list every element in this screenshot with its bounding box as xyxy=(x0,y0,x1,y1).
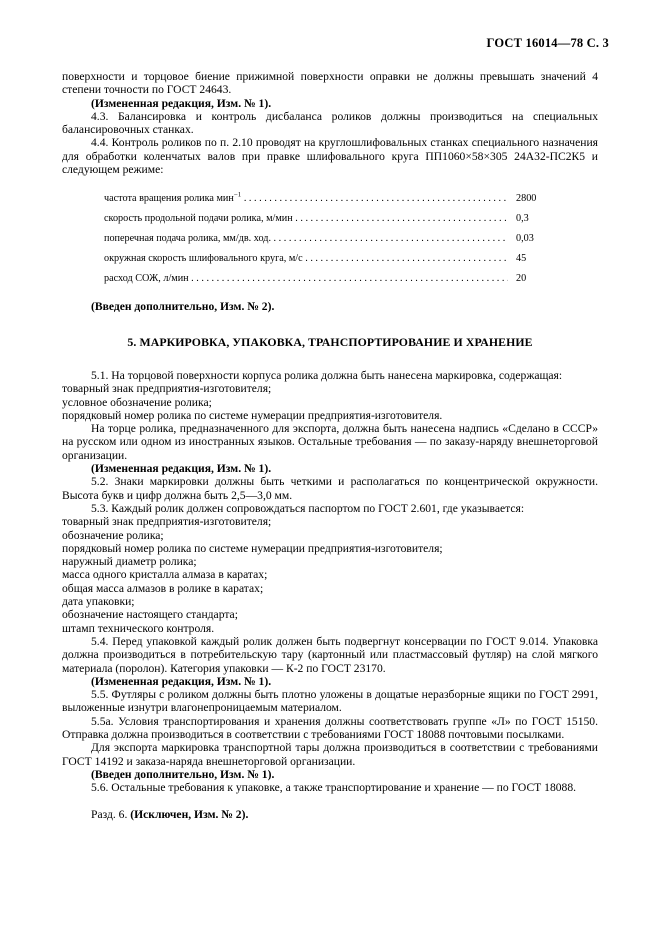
mode-row xyxy=(104,188,544,208)
list-item: товарный знак предприятия-изготовителя; xyxy=(62,515,272,529)
list-item: наружный диаметр ролика; xyxy=(62,555,197,569)
section-title: 5. МАРКИРОВКА, УПАКОВКА, ТРАНСПОРТИРОВАНИЕ И ХРАНЕНИЕ xyxy=(127,334,533,349)
list-item: дата упаковки; xyxy=(62,595,135,609)
paragraph-5-4: 5.4. Перед упаковкой каждый ролик должен быть подвергнут консервации по ГОСТ 9.014. Упаковка должна производиться в потребительскую тару (картонный или пластмассовый футляр) на слой мягкого материала (поролон). Категория упаковки — К-2 по ГОСТ 23170. xyxy=(62,634,598,675)
section-6-excluded: (Исключен, Изм. № 2). xyxy=(130,808,249,822)
mode-row-label: расход СОЖ, л/мин . . . xyxy=(104,272,508,285)
list-item: товарный знак предприятия-изготовителя; xyxy=(62,382,272,396)
list-item: обозначение настоящего стандарта; xyxy=(62,608,238,622)
amendment-note: (Измененная редакция, Изм. № 1). xyxy=(91,462,272,476)
amendment-note: (Введен дополнительно, Изм. № 2). xyxy=(91,300,275,314)
mode-row xyxy=(104,268,544,288)
mode-row-value: 0,3 xyxy=(508,212,544,225)
paragraph-5-3: 5.3. Каждый ролик должен сопровождаться паспортом по ГОСТ 2.601, где указывается: xyxy=(91,501,525,515)
amendment-note: (Измененная редакция, Изм. № 1). xyxy=(91,674,272,688)
mode-row xyxy=(104,248,544,268)
paragraph-5-5a: 5.5а. Условия транспортирования и хранения должны соответствовать группе «Л» по ГОСТ 15150. Отправка должна производиться в соответствии с требованиями ГОСТ 18088 почтовыми посылками. xyxy=(62,714,598,741)
paragraph-5-2: 5.2. Знаки маркировки должны быть четкими и располагаться по концентрической окружности. Высота букв и цифр должна быть 2,5—3,0 мм. xyxy=(62,475,598,502)
page-header: ГОСТ 16014—78 С. 3 xyxy=(486,36,609,50)
list-item: общая масса алмазов в ролике в каратах; xyxy=(62,581,264,595)
paragraph-4-3: 4.3. Балансировка и контроль дисбаланса роликов должны производиться на специальных балансировочных станках. xyxy=(62,109,598,137)
paragraph-export-note: На торце ролика, предназначенного для экспорта, должна быть нанесена надпись «Сделано в СССР» на русском или одном из иностранных языков. Остальные требования — по заказу-наряду внешнеторговой организации. xyxy=(62,422,598,462)
section-6-note xyxy=(62,808,598,821)
mode-row-value: 20 xyxy=(508,272,544,285)
mode-row xyxy=(104,228,544,248)
amendment-note: (Введен дополнительно, Изм. № 1). xyxy=(91,767,275,781)
section-6-prefix: Разд. 6. xyxy=(91,808,131,822)
paragraph-5-5: 5.5. Футляры с роликом должны быть плотно уложены в дощатые неразборные ящики по ГОСТ 2991, выложенные изнутри влагонепроницаемым материалом. xyxy=(62,688,598,715)
list-item: штамп технического контроля. xyxy=(62,621,215,635)
paragraph-continuation: поверхности и торцовое биение прижимной поверхности оправки не должны превышать значений 4 степени точности по ГОСТ 24643. xyxy=(62,70,598,97)
amendment-note: (Измененная редакция, Изм. № 1). xyxy=(91,96,272,110)
mode-row xyxy=(104,208,544,228)
paragraph-5-6: 5.6. Остальные требования к упаковке, а также транспортирование и хранение — по ГОСТ 18088. xyxy=(91,781,577,795)
paragraph-export-marking: Для экспорта маркировка транспортной тары должна производиться в соответствии с требованиями ГОСТ 14192 и заказа-наряда внешнеторговой организации. xyxy=(62,741,598,768)
mode-row-value: 2800 xyxy=(508,192,544,205)
paragraph-4-4: 4.4. Контроль роликов по п. 2.10 проводят на круглошлифовальных станках специального назначения для обработки коленчатых валов при правке шлифовального круга ПП1060×58×305 24А32-ПС2К5 и следующем режиме: xyxy=(62,136,598,177)
list-item: обозначение ролика; xyxy=(62,528,164,542)
document-body xyxy=(62,70,598,822)
list-item: порядковый номер ролика по системе нумерации предприятия-изготовителя. xyxy=(62,408,443,422)
paragraph-5-1: 5.1. На торцовой поверхности корпуса ролика должна быть нанесена маркировка, содержащая: xyxy=(91,368,563,382)
mode-row-value: 0,03 xyxy=(508,232,544,245)
mode-row-label: окружная скорость шлифовального круга, м/с . . . xyxy=(104,252,508,265)
list-item: порядковый номер ролика по системе нумерации предприятия-изготовителя; xyxy=(62,541,443,555)
mode-row-value: 45 xyxy=(508,252,544,265)
list-item: условное обозначение ролика; xyxy=(62,395,212,409)
mode-row-label: поперечная подача ролика, мм/дв. ход. . . . xyxy=(104,232,508,245)
list-item: масса одного кристалла алмаза в каратах; xyxy=(62,568,268,582)
mode-row-label: скорость продольной подачи ролика, м/мин . . . xyxy=(104,212,508,225)
mode-table xyxy=(104,188,544,288)
mode-row-label: частота вращения ролика мин$^{-1}$ . . . xyxy=(104,192,508,205)
